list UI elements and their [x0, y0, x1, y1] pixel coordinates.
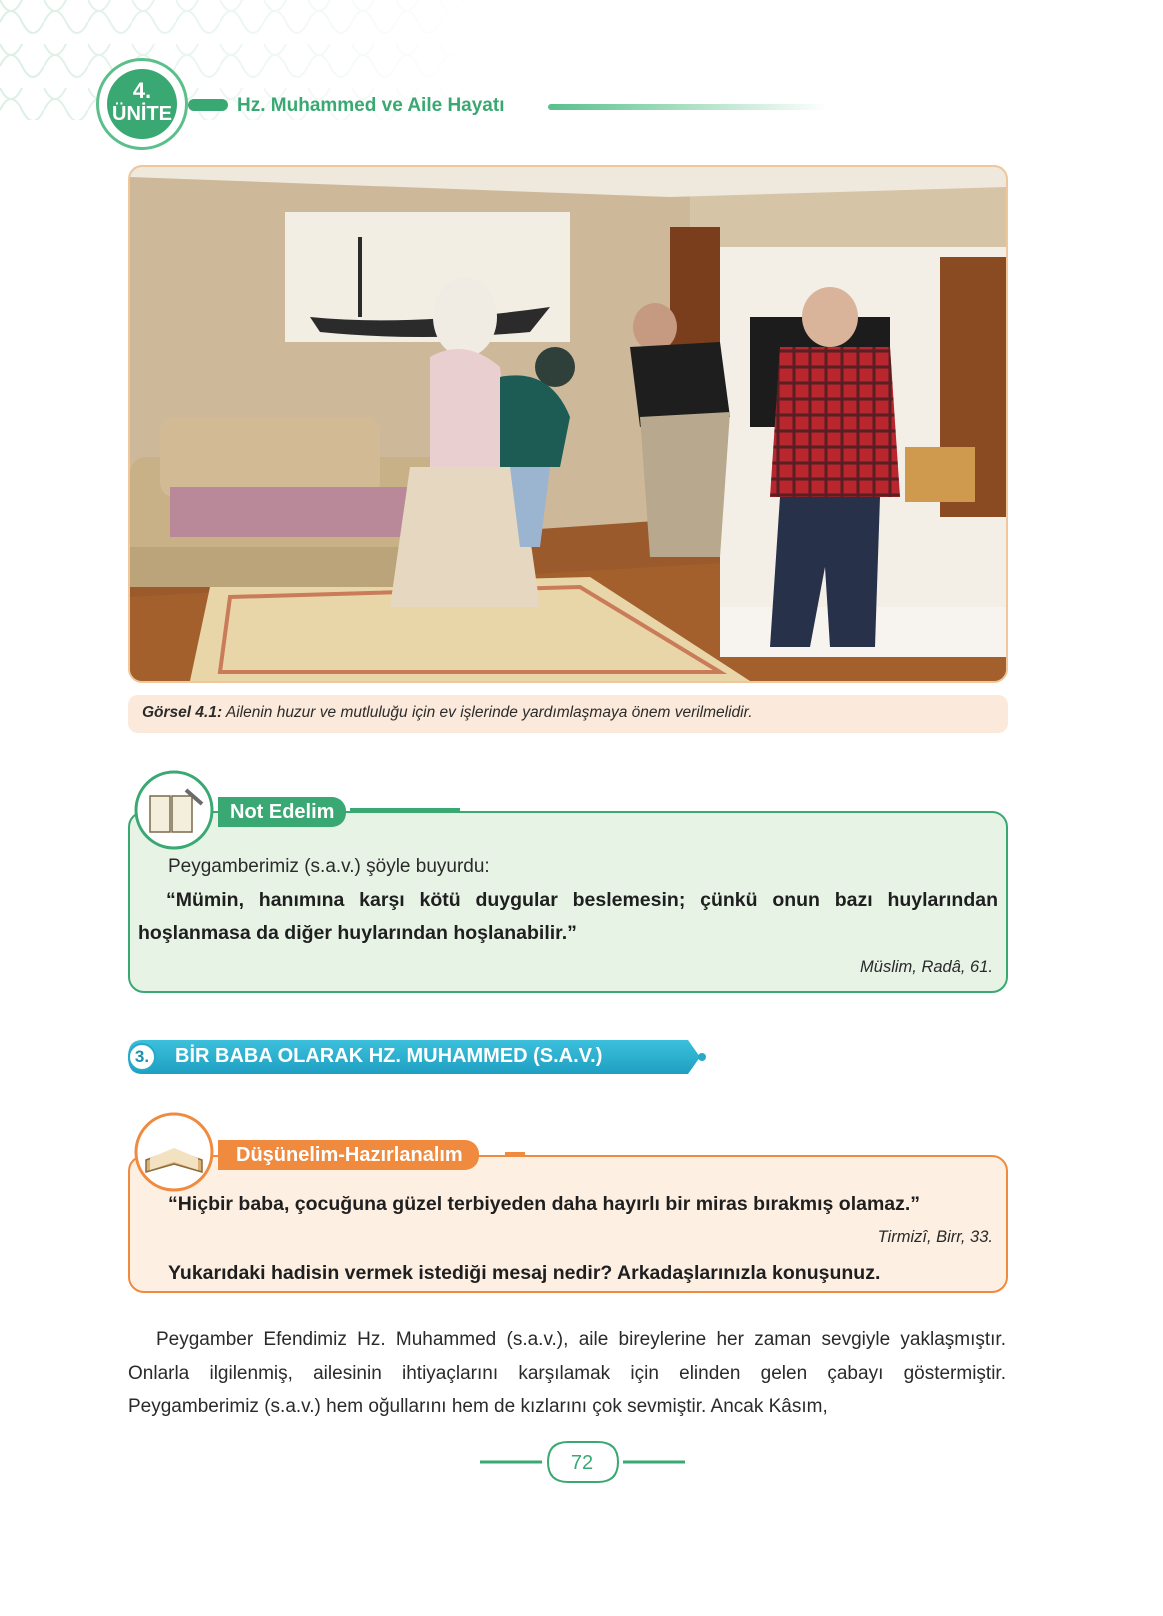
note-hadith-quote: “Mümin, hanımına karşı kötü duygular beslemesin; çünkü onun bazı huylarından hoşlanmasa da diğer huylarından hoşlanabilir.” — [138, 889, 998, 944]
section-title: BİR BABA OLARAK HZ. MUHAMMED (S.A.V.) — [175, 1045, 603, 1067]
think-hadith-quote: “Hiçbir baba, çocuğuna güzel terbiyeden daha hayırlı bir miras bırakmış olamaz.” — [168, 1193, 921, 1215]
chapter-title: Hz. Muhammed ve Aile Hayatı — [237, 95, 505, 116]
family-cleaning-photo — [128, 165, 1008, 683]
book-quill-icon — [128, 770, 224, 866]
unit-badge — [96, 58, 188, 150]
body-paragraph: Peygamber Efendimiz Hz. Muhammed (s.a.v.), aile bireylerine her zaman sevgiyle yaklaşmıştır. Onlarla ilgilenmiş, ailesinin ihtiyaçlarını karşılamak için elinden gelen çabayı göstermiştir. Peygamberimiz (s.a.v.) hem oğullarını hem de kızlarını çok sevmiştir. Ancak Kâsım, — [128, 1329, 1006, 1417]
page-number: 72 — [570, 1452, 594, 1474]
caption-label: Görsel 4.1: — [142, 704, 223, 721]
think-source: Tirmizî, Birr, 33. — [877, 1228, 993, 1246]
header-divider — [548, 104, 828, 110]
caption-text: Ailenin huzur ve mutluluğu için ev işlerinde yardımlaşmaya önem verilmelidir. — [222, 704, 753, 721]
think-tab: Düşünelim-Hazırlanalım — [218, 1140, 479, 1170]
note-source: Müslim, Radâ, 61. — [860, 958, 993, 976]
note-tab-underline — [350, 808, 460, 812]
note-intro: Peygamberimiz (s.a.v.) şöyle buyurdu: — [168, 856, 490, 877]
figure-caption — [128, 695, 1008, 733]
section-number: 3. — [128, 1043, 156, 1071]
unit-number: 4. — [132, 78, 152, 103]
think-question: Yukarıdaki hadisin vermek istediği mesaj nedir? Arkadaşlarınızla konuşunuz. — [168, 1262, 881, 1284]
header-connector — [188, 99, 228, 111]
unit-word: ÜNİTE — [112, 103, 172, 125]
think-tab-underline — [505, 1152, 525, 1156]
photo-illustration — [130, 167, 1006, 681]
note-tab: Not Edelim — [218, 797, 346, 827]
